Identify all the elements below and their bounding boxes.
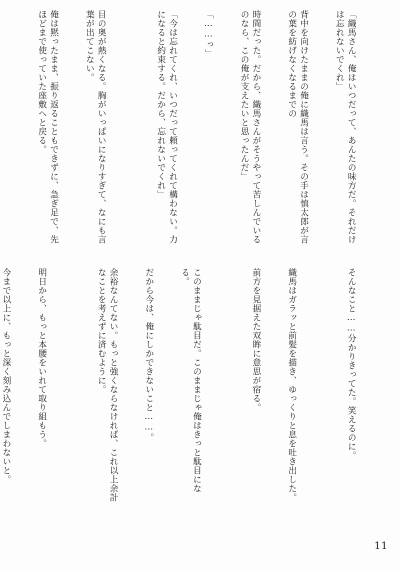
text-line: 俺は黙ったまま、振り返ることもできずに、急ぎ足で、先ほどまで使っていた座敷へと戻る。 <box>36 10 59 244</box>
text-line: 目の奥が熱くなる。胸がいっぱいになりすぎて、なにも言葉が出てこない。 <box>84 10 107 244</box>
text-line: だから今は、俺にしかできないこと……。 <box>143 268 154 442</box>
text-line: 時間だった。だから、織馬さんがそうやって苦しんでいるのなら、この俺が支えたいと思ったんだ」 <box>239 10 261 244</box>
text-line: このままじゃ駄目だ。このままじゃ俺はきっと駄目になる。 <box>179 268 202 493</box>
text-line: 明日から、もっと本腰をいれて取り組もう。 <box>36 268 47 448</box>
text-line: 余裕なんてない。もっと強くならなければ、これ以上余計なことを考えずに済むように。 <box>96 268 119 502</box>
lower-text-block <box>0 268 380 508</box>
text-line: 今まで以上に、もっと深く刻み込んでしまわないと。 <box>0 268 11 484</box>
text-line: 「今は忘れてくれ、いつだって頼ってくれて構わない。力になると約束する。だから、忘れないでくれ」 <box>155 10 178 244</box>
text-line: 背中を向けたままの俺に織馬は言う。その手は慎太郎が言の葉を紡げなくなるまでの <box>286 10 309 244</box>
upper-text-block <box>32 10 380 250</box>
text-line: 織馬はガラッと前髪を描き、ゆっくりと息を吐き出した。 <box>286 268 297 502</box>
page-number: 11 <box>374 541 388 552</box>
text-line: そんなこと……分かりきってた。笑えるのに。 <box>346 268 357 460</box>
text-line: 「……っ」 <box>203 10 214 58</box>
text-line: 前方を見据えた双眸に意思が宿る。 <box>250 268 261 412</box>
text-line: 「織馬さん、俺はいつだって、あんたの味方だ。それだけは忘れないでくれ」 <box>334 10 357 244</box>
